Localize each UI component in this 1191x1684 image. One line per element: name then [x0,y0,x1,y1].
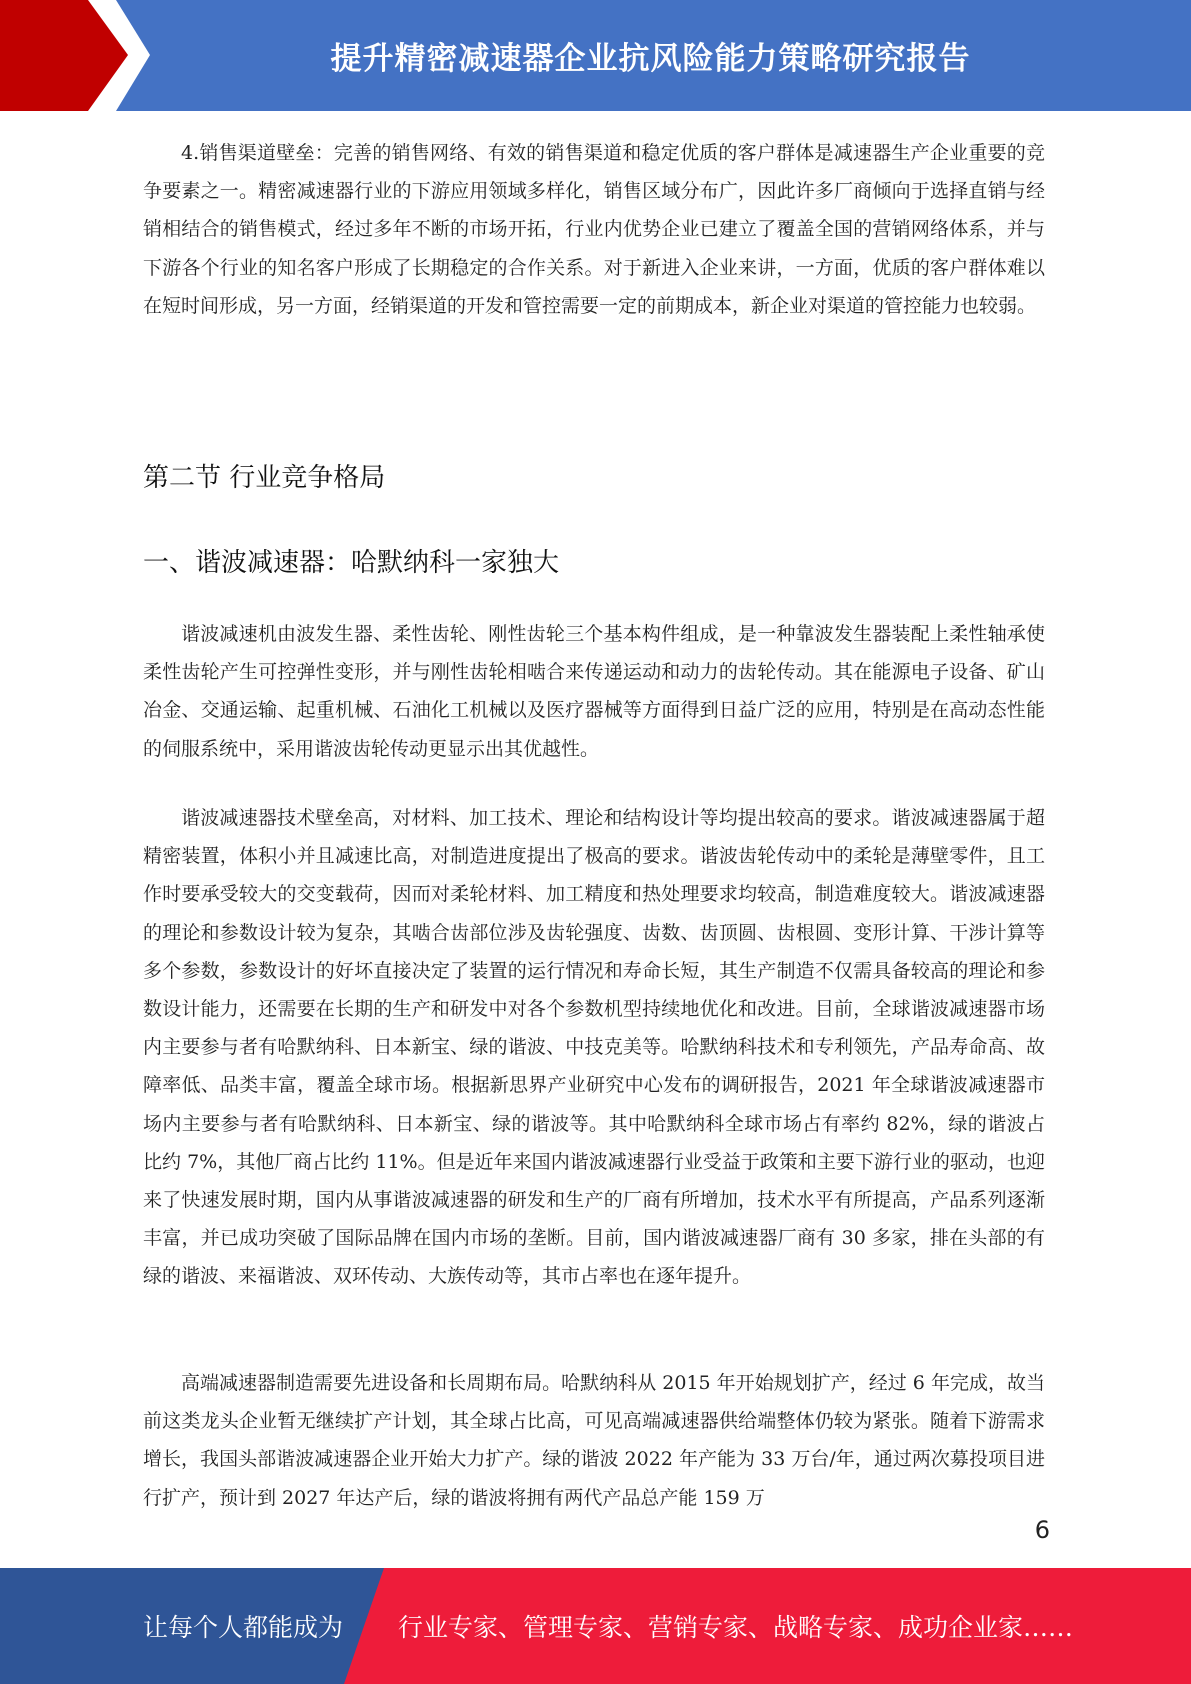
paragraph-technical-barrier: 谐波减速器技术壁垒高，对材料、加工技术、理论和结构设计等均提出较高的要求。谐波减速器属于超精密装置，体积小并且减速比高，对制造进度提出了极高的要求。谐波齿轮传动中的柔轮是薄壁零件，且工作时要承受较大的交变载荷，因而对柔轮材料、加工精度和热处理要求均较高，制造难度较大。谐波减速器的理论和参数设计较为复杂，其啮合齿部位涉及齿轮强度、齿数、齿顶圆、齿根圆、变形计算、干涉计算等多个参数，参数设计的好坏直接决定了装置的运行情况和寿命长短，其生产制造不仅需具备较高的理论和参数设计能力，还需要在长期的生产和研发中对各个参数机型持续地优化和改进。目前，全球谐波减速器市场内主要参与者有哈默纳科、日本新宝、绿的谐波、中技克美等。哈默纳科技术和专利领先，产品寿命高、故障率低、品类丰富，覆盖全球市场。根据新思界产业研究中心发布的调研报告，2021 年全球谐波减速器市场内主要参与者有哈默纳科、日本新宝、绿的谐波等。其中哈默纳科全球市场占有率约 82%，绿的谐波占比约 7%，其他厂商占比约 11%。但是近年来国内谐波减速器行业受益于政策和主要下游行业的驱动，也迎来了快速发展时期，国内从事谐波减速器的研发和生产的厂商有所增加，技术水平有所提高，产品系列逐渐丰富，并已成功突破了国际品牌在国内市场的垄断。目前，国内谐波减速器厂商有 30 多家，排在头部的有绿的谐波、来福谐波、双环传动、大族传动等，其市占率也在逐年提升。 [143,807,1045,1288]
paragraph-block-3 [143,1364,1045,1517]
page-footer [0,1568,1191,1684]
page-header [0,0,1191,111]
paragraph-block-1 [143,615,1045,768]
footer-slogan-right: 行业专家、管理专家、营销专家、战略专家、成功企业家…… [398,1613,1074,1642]
page-number: 6 [1034,1516,1050,1544]
footer-slogan-left: 让每个人都能成为 [143,1613,344,1642]
subsection-heading: 一、谐波减速器：哈默纳科一家独大 [143,548,560,578]
paragraph-sales-channel-barrier: 4.销售渠道壁垒：完善的销售网络、有效的销售渠道和稳定优质的客户群体是减速器生产企业重要的竞争要素之一。精密减速器行业的下游应用领域多样化，销售区域分布广，因此许多厂商倾向于选择直销与经销相结合的销售模式，经过多年不断的市场开拓，行业内优势企业已建立了覆盖全国的营销网络体系，并与下游各个行业的知名客户形成了长期稳定的合作关系。对于新进入企业来讲，一方面，优质的客户群体难以在短时间形成，另一方面，经销渠道的开发和管控需要一定的前期成本，新企业对渠道的管控能力也较弱。 [143,142,1045,317]
report-title: 提升精密减速器企业抗风险能力策略研究报告 [330,41,971,77]
paragraph-harmonic-reducer-intro: 谐波减速机由波发生器、柔性齿轮、刚性齿轮三个基本构件组成，是一种靠波发生器装配上柔性轴承使柔性齿轮产生可控弹性变形，并与刚性齿轮相啮合来传递运动和动力的齿轮传动。其在能源电子设备、矿山冶金、交通运输、起重机械、石油化工机械以及医疗器械等方面得到日益广泛的应用，特别是在高动态性能的伺服系统中，采用谐波齿轮传动更显示出其优越性。 [143,623,1045,760]
section-heading: 第二节 行业竞争格局 [143,463,386,493]
paragraph-capacity-expansion: 高端减速器制造需要先进设备和长周期布局。哈默纳科从 2015 年开始规划扩产，经过 6 年完成，故当前这类龙头企业暂无继续扩产计划，其全球占比高，可见高端减速器供给端整体仍较为紧张。随着下游需求增长，我国头部谐波减速器企业开始大力扩产。绿的谐波 2022 年产能为 33 万台/年，通过两次募投项目进行扩产，预计到 2027 年达产后，绿的谐波将拥有两代产品总产能 159 万 [143,1372,1045,1509]
intro-section [143,134,1045,325]
paragraph-block-2 [143,799,1045,1296]
